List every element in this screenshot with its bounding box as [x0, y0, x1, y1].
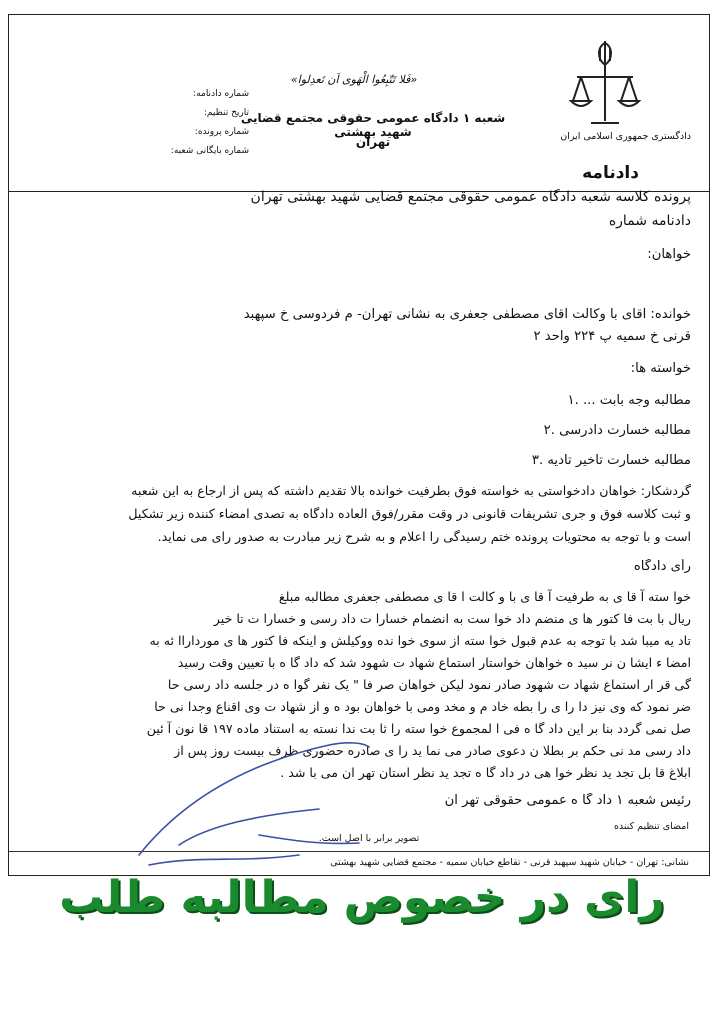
ruling-line: صل نمی گردد بنا بر این داد گا ه فی ا لمجموع خوا سته را ثا بت ندا نسته به استناد ماده ۱۹۷ قا نون آ ئین: [146, 721, 691, 736]
ruling-line: تاد یه میبا شد با توجه به عدم قبول خوا سته از سوی خوا نده ووکیلش و اینکه فا کتور ها ی مورداراا ئه به: [149, 633, 691, 648]
claim-item: مطالبه وجه بابت ... .۱: [567, 393, 691, 408]
meta-archive-number: شماره بایگانی شعبه:: [170, 146, 249, 156]
doc-title: دادنامه: [582, 163, 639, 183]
claim-item: مطالبه خسارت تاخیر تادیه .۳: [531, 453, 691, 468]
ruling-line: گی قر ار استماع شهاد ت شهود صادر نمود لیکن خواهان صر فا " یک نفر گوا ه در جلسه داد رسی حا: [167, 677, 691, 692]
ruling-line: ضر نمود که وی نیز دا را ی را بطه خاد م و مخد ومی با خواهان بود ه و از شهاد ت وی اقناع وجدا نی حا: [154, 699, 691, 714]
meta-fields: [79, 85, 249, 161]
court-city: تهران: [355, 135, 391, 149]
scales-of-justice-icon: [567, 37, 643, 129]
meta-issue-date: تاریخ تنظیم:: [203, 108, 249, 118]
ruling-line: خوا سته آ قا ی به طرفیت آ قا ی با و کالت ا قا ی مصطفی جعفری مطالبه مبلغ: [278, 589, 691, 604]
banner-title: رای در خصوص مطالبه طلب: [59, 872, 665, 923]
claim-item: مطالبه خسارت دادرسی .۲: [543, 423, 691, 438]
emblem-caption: دادگستری جمهوری اسلامی ایران: [560, 131, 691, 142]
ruling-line: ریال با بت فا کتور ها ی منضم داد خوا ست به انضمام خسارا ت داد رسی و خسارا ت تا خیر: [213, 611, 691, 626]
defendant-line: خوانده: آقای با وکالت آقای مصطفی جعفری به نشانی تهران- م فردوسی خ سپهبد: [243, 307, 691, 322]
meta-file-number: شماره پرونده:: [194, 127, 249, 137]
verdict-number-line: دادنامه شماره: [608, 213, 691, 229]
summary-line: و ثبت کلاسه فوق و جری تشریفات قانونی در وقت مقرر/فوق العاده دادگاه به تصدی امضاء کننده زیر تشکیل: [128, 506, 691, 521]
sign-label: امضای تنظیم کننده: [613, 821, 689, 832]
ruling-line: داد رسی مد نی حکم بر بطلا ن دعوی صادر می نما ید را ی صادره حضوری ظرف بیست روز پس از: [174, 743, 691, 758]
verse: «فَلا تَتّبِعُوا الْهَوی اَن تَعدِلوا»: [290, 73, 418, 86]
judge-line: رئیس شعبه ۱ داد گا ه عمومی حقوقی تهر ان: [444, 793, 691, 808]
summary-line: گردشکار: خواهان دادخواستی به خواسته فوق بطرفیت خوانده بالا تقدیم داشته که پس از ارجاع به این شعبه: [131, 483, 691, 498]
ruling-line: ابلاغ قا بل تجد ید نظر خوا هی در داد گا ه تجد ید نظر استان تهر ان می با شد .: [280, 765, 691, 780]
summary-line: است و با توجه به محتویات پرونده ختم رسیدگی را اعلام و به شرح زیر مبادرت به صدور رای می نماید.: [157, 529, 691, 544]
meta-verdict-number: شماره دادنامه:: [193, 89, 249, 99]
defendant-address: قرنی خ سمیه پ ۲۲۴ واحد ۲: [533, 329, 691, 344]
plaintiff-label: خواهان:: [647, 247, 691, 262]
court-title: شعبه ۱ دادگاه عمومی حقوقی مجتمع قضایی شهید بهشتی: [240, 111, 506, 139]
footer-divider: [9, 851, 709, 852]
verdict-document: [8, 14, 710, 876]
court-address: نشانی: تهران - خیابان شهید سپهبد قرنی - تقاطع خیابان سمیه - مجتمع قضایی شهید بهشتی: [330, 857, 689, 868]
file-line: پرونده کلاسه شعبه دادگاه عمومی حقوقی مجتمع قضایی شهید بهشتی تهران: [250, 189, 691, 205]
claims-label: خواسته ها:: [630, 361, 691, 376]
ruling-line: امضا ء ایشا ن نر سید ه خواهان خواستار استماع شهاد ت شهود شد که داد گا ه با تعیین وقت رسید: [177, 655, 691, 670]
ruling-label: رأی دادگاه: [633, 559, 691, 574]
copy-note: تصویر برابر با اصل است.: [318, 833, 420, 844]
